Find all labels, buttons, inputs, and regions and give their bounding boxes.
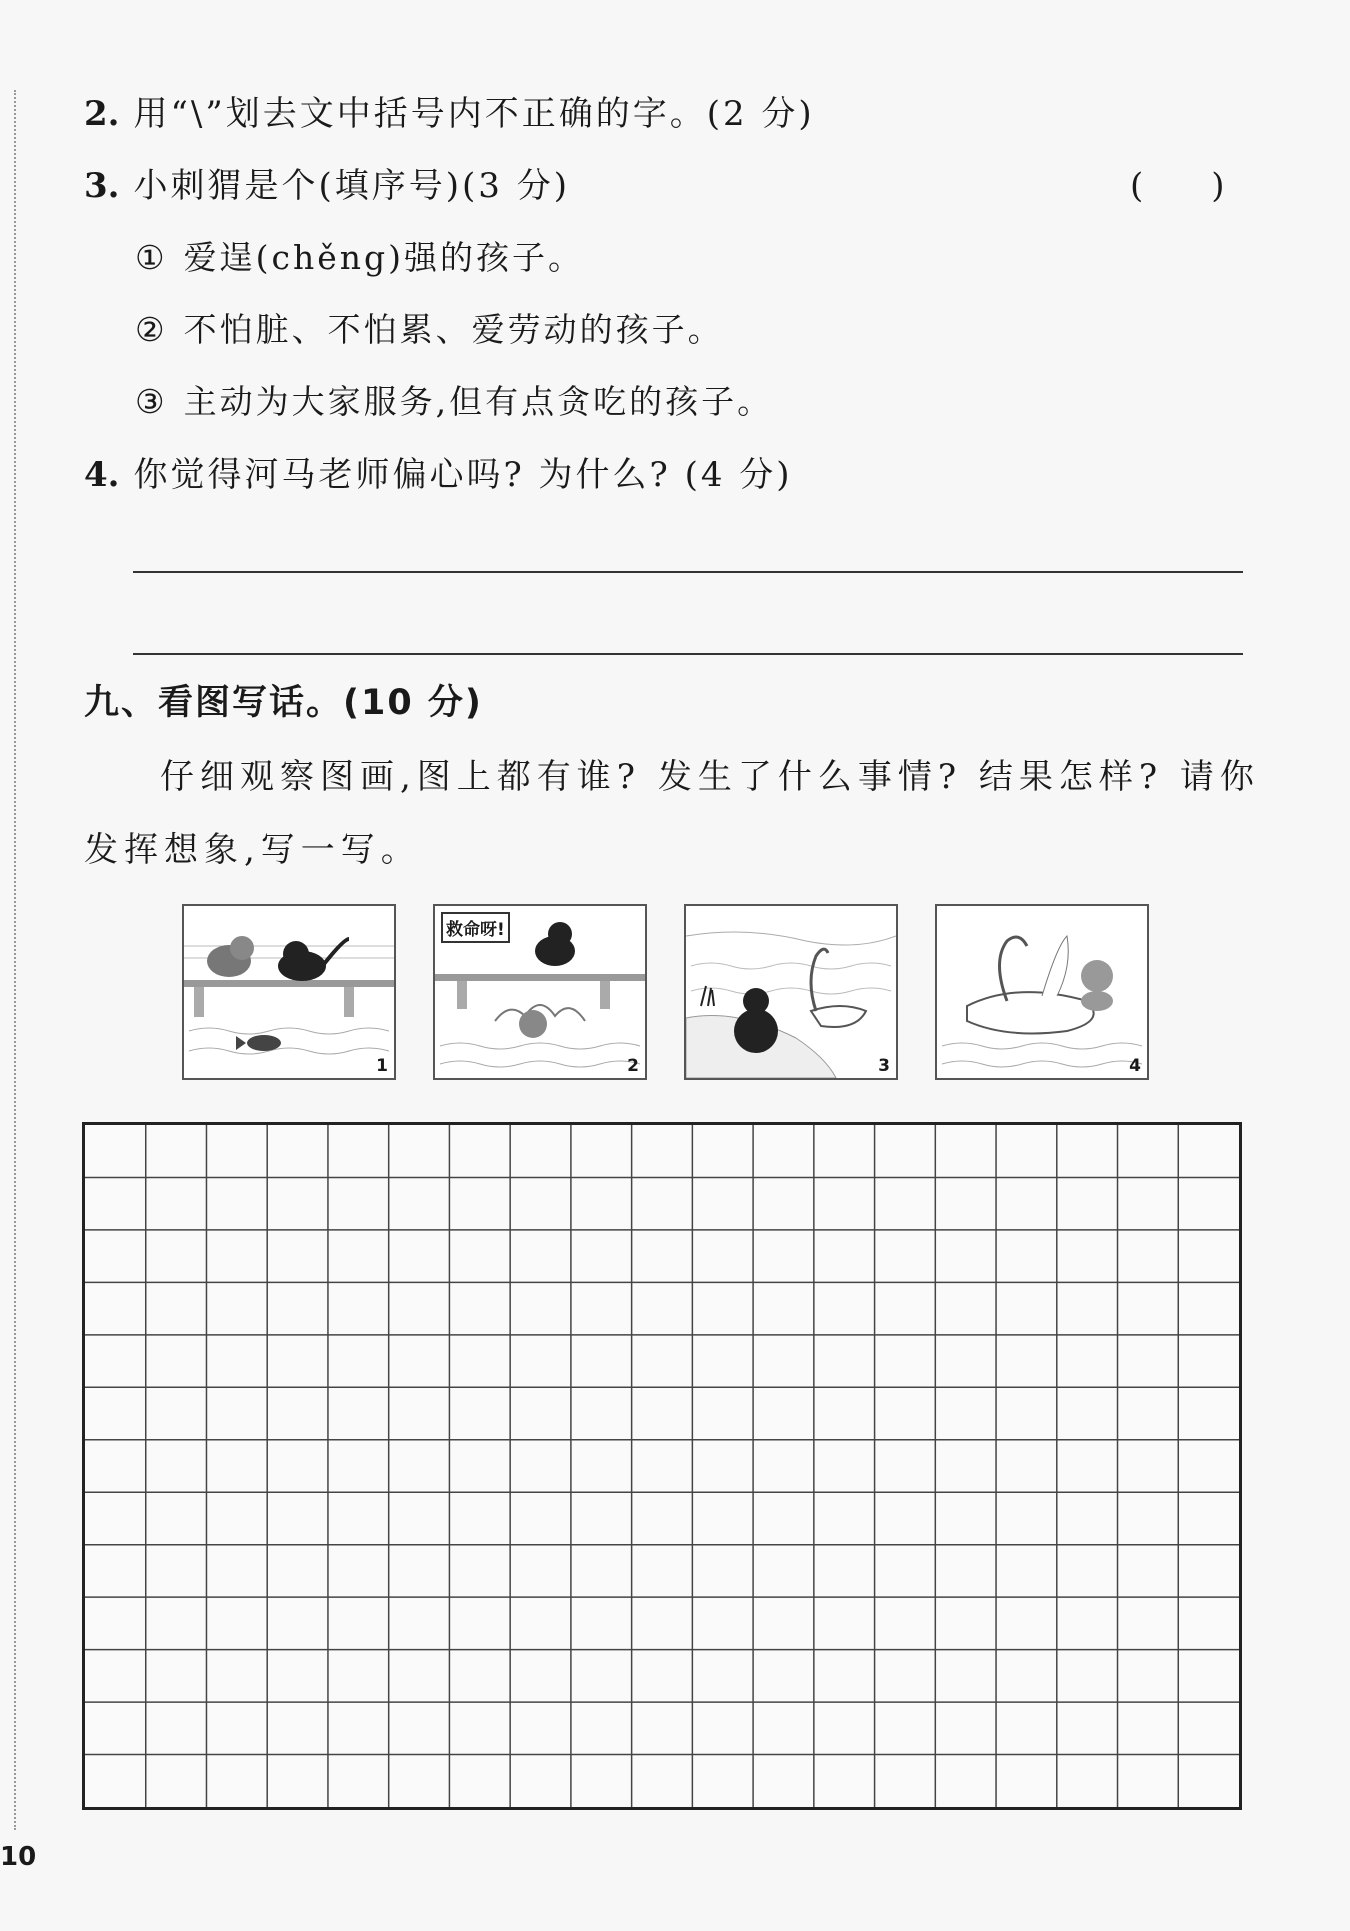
picture-panel-1	[182, 904, 396, 1080]
option-text: 爱逞(chěng)强的孩子。	[183, 238, 584, 277]
question-number: 4.	[84, 455, 120, 495]
writing-grid-lines	[85, 1125, 1239, 1807]
option-3	[135, 382, 773, 422]
instruction-line-1: 仔细观察图画,图上都有谁? 发生了什么事情? 结果怎样? 请你	[160, 757, 1260, 797]
option-text: 主动为大家服务,但有点贪吃的孩子。	[183, 382, 774, 421]
option-marker: ③	[135, 382, 168, 421]
question-3	[84, 166, 570, 206]
panel-number: 4	[1129, 1056, 1141, 1076]
question-text: 小刺猬是个(填序号)(3 分)	[133, 166, 570, 206]
panel-1-illustration	[184, 906, 394, 1078]
question-text: 用“\”划去文中括号内不正确的字。(2 分)	[133, 94, 815, 134]
writing-grid[interactable]	[82, 1122, 1242, 1810]
question-number: 3.	[84, 166, 120, 206]
instruction-line-2: 发挥想象,写一写。	[84, 830, 421, 870]
option-2	[135, 310, 724, 350]
speech-bubble: 救命呀!	[441, 912, 510, 943]
question-number: 2.	[84, 94, 120, 134]
option-marker: ①	[135, 238, 168, 277]
option-marker: ②	[135, 310, 168, 349]
binding-dotted-line	[14, 90, 16, 1830]
picture-panel-2	[433, 904, 647, 1080]
option-text: 不怕脏、不怕累、爱劳动的孩子。	[183, 310, 724, 349]
answer-line-1[interactable]	[133, 571, 1243, 573]
answer-parentheses[interactable]: ( )	[1130, 166, 1225, 206]
question-2	[84, 94, 815, 134]
panel-4-illustration	[937, 906, 1147, 1078]
section-title: 九、看图写话。(10 分)	[84, 683, 483, 723]
panel-number: 3	[878, 1056, 890, 1076]
panel-3-illustration	[686, 906, 896, 1078]
panel-number: 2	[627, 1056, 639, 1076]
option-1	[135, 238, 584, 278]
panel-number: 1	[376, 1056, 388, 1076]
question-4	[84, 455, 793, 495]
question-text: 你觉得河马老师偏心吗? 为什么? (4 分)	[133, 455, 793, 495]
picture-panel-3	[684, 904, 898, 1080]
answer-line-2[interactable]	[133, 653, 1243, 655]
picture-panel-4	[935, 904, 1149, 1080]
page-number: 10	[0, 1842, 37, 1872]
